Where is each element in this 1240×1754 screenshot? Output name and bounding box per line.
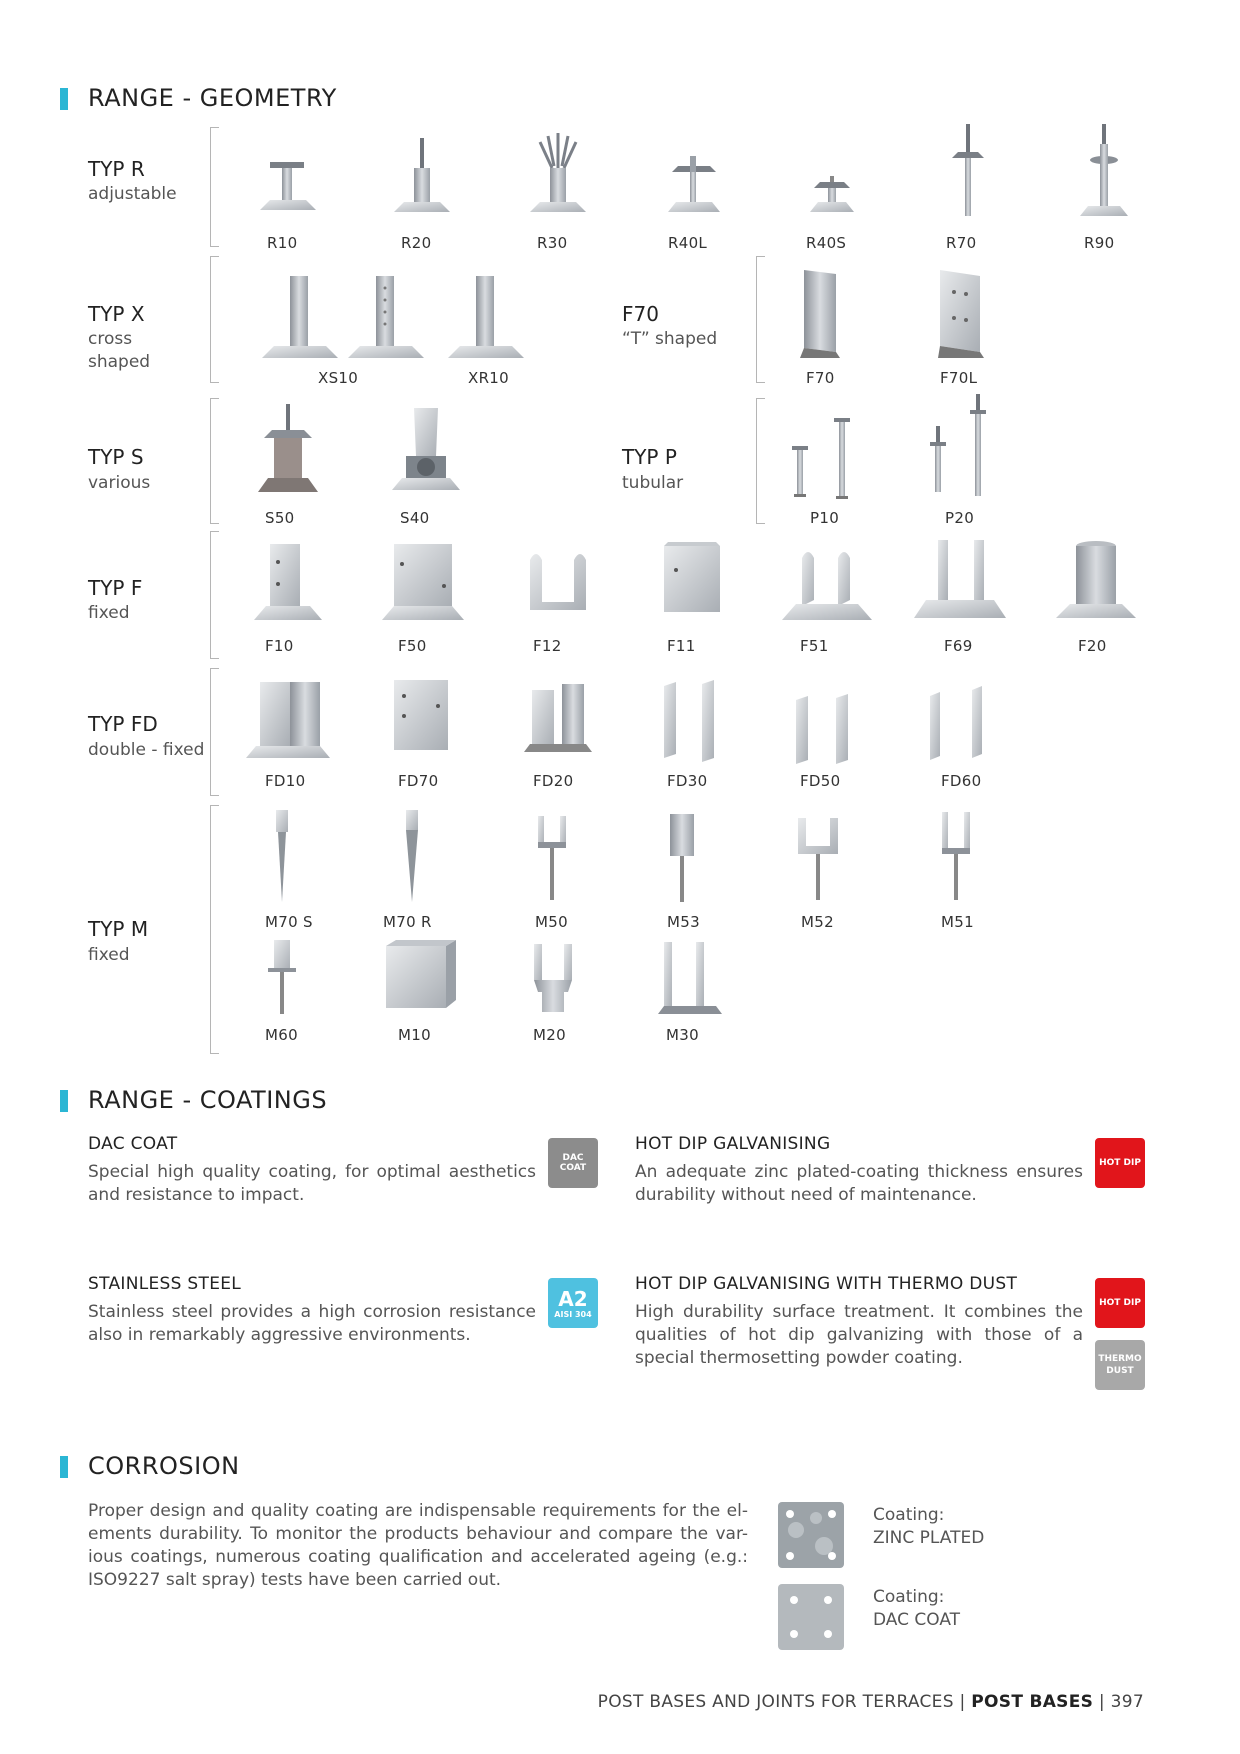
product-label: F70	[806, 369, 835, 387]
sample2-value: DAC COAT	[873, 1610, 961, 1630]
product-label: R40S	[806, 234, 847, 252]
product-label: FD60	[941, 772, 982, 790]
badge-label: HOT DIP	[1099, 1298, 1141, 1308]
section-title-coatings: RANGE - COATINGS	[88, 1086, 328, 1114]
product-label: R30	[537, 234, 568, 252]
typ-s-title: TYP S	[88, 445, 144, 469]
product-label: R90	[1084, 234, 1115, 252]
coating-dac-text: Special high quality coating, for optimal aesthetics and resistance to impact.	[88, 1162, 536, 1205]
post-base-product-image	[502, 938, 602, 1018]
post-base-product-image	[250, 270, 350, 365]
product-label: M70 S	[265, 913, 313, 931]
product-label: M10	[398, 1026, 431, 1044]
coating-hdgt-title: HOT DIP GALVANISING WITH THERMO DUST	[635, 1274, 1018, 1294]
product-label: F10	[265, 637, 294, 655]
post-base-product-image	[910, 540, 1010, 632]
product-label: R20	[401, 234, 432, 252]
post-base-product-image	[370, 938, 470, 1018]
product-label: F51	[800, 637, 829, 655]
product-label: F20	[1078, 637, 1107, 655]
product-label: F12	[533, 637, 562, 655]
product-label: F11	[667, 637, 696, 655]
typ-p-title: TYP P	[622, 445, 677, 469]
hot-dip-badge-icon	[1095, 1138, 1145, 1188]
post-base-product-image	[238, 128, 338, 223]
post-base-product-image	[776, 540, 876, 632]
product-label: P20	[945, 509, 975, 527]
typ-m-title: TYP M	[88, 917, 149, 941]
badge-small: AISI 304	[554, 1309, 592, 1319]
group-bracket	[210, 398, 219, 524]
hot-dip-badge-icon	[1095, 1278, 1145, 1328]
stainless-a2-badge-icon	[548, 1278, 598, 1328]
section-marker	[60, 1090, 68, 1112]
typ-r-sub: adjustable	[88, 184, 177, 204]
post-base-product-image	[632, 806, 732, 906]
dac-coat-badge-icon	[548, 1138, 598, 1188]
post-base-product-image	[376, 404, 476, 500]
product-label: FD50	[800, 772, 841, 790]
product-label: S50	[265, 509, 295, 527]
product-label: F69	[944, 637, 973, 655]
post-base-product-image	[508, 676, 608, 768]
coating-ss-title: STAINLESS STEEL	[88, 1274, 242, 1294]
post-base-product-image	[770, 266, 870, 366]
group-bracket	[756, 256, 765, 383]
coating-ss-text: Stainless steel provides a high corrosion resistance also in remarkably aggressive environments.	[88, 1302, 536, 1345]
product-label: F70L	[940, 369, 978, 387]
section-marker	[60, 1456, 68, 1478]
f70-sub: “T” shaped	[622, 329, 718, 349]
footer-category: POST BASES AND JOINTS FOR TERRACES	[597, 1692, 954, 1712]
post-base-product-image	[238, 676, 338, 768]
post-base-product-image	[238, 540, 338, 632]
post-base-product-image	[336, 270, 436, 365]
footer-section: POST BASES	[971, 1692, 1094, 1712]
section-title-corrosion: CORROSION	[88, 1452, 240, 1480]
post-base-product-image	[638, 938, 738, 1018]
product-label: XS10	[318, 369, 359, 387]
post-base-product-image	[232, 806, 332, 906]
typ-m-sub: fixed	[88, 945, 130, 965]
product-label: M53	[667, 913, 700, 931]
post-base-product-image	[436, 270, 536, 365]
post-base-product-image	[644, 128, 744, 223]
product-label: FD10	[265, 772, 306, 790]
post-base-product-image	[642, 676, 742, 768]
product-label: R10	[267, 234, 298, 252]
product-label: M51	[941, 913, 974, 931]
typ-x-title: TYP X	[88, 302, 145, 326]
post-base-product-image	[362, 806, 462, 906]
badge-label: DAC COAT	[559, 1153, 587, 1173]
section-title-geometry: RANGE - GEOMETRY	[88, 84, 337, 112]
post-base-product-image	[918, 120, 1018, 222]
product-label: FD30	[667, 772, 708, 790]
product-label: M50	[535, 913, 568, 931]
coating-dac-title: DAC COAT	[88, 1134, 178, 1154]
coating-sample-plate	[776, 1500, 846, 1574]
corrosion-text: Proper design and quality coating are indispensable requirements for the el- ements durability. To monitor the products behaviour and compare the var- ious coatings, numerous coating qualification and accelerated ageing (e.g.: ISO9227 salt spray) tests have been carried out.	[88, 1501, 748, 1590]
product-label: XR10	[468, 369, 509, 387]
badge-line1: THERMO	[1098, 1354, 1142, 1364]
thermo-dust-badge-icon	[1095, 1340, 1145, 1390]
group-bracket	[756, 398, 765, 524]
badge-big: A2	[558, 1286, 588, 1311]
group-bracket	[210, 668, 219, 796]
typ-f-sub: fixed	[88, 603, 130, 623]
post-base-product-image	[910, 392, 1010, 500]
group-bracket	[210, 805, 219, 1054]
typ-fd-sub: double - fixed	[88, 740, 205, 760]
typ-x-sub: cross shaped	[88, 329, 151, 372]
post-base-product-image	[232, 938, 332, 1018]
post-base-product-image	[776, 676, 876, 768]
typ-p-sub: tubular	[622, 473, 684, 493]
product-label: M30	[666, 1026, 699, 1044]
product-label: R70	[946, 234, 977, 252]
product-label: M60	[265, 1026, 298, 1044]
post-base-product-image	[372, 128, 472, 223]
post-base-product-image	[372, 540, 472, 632]
post-base-product-image	[906, 806, 1006, 906]
typ-fd-title: TYP FD	[88, 712, 158, 736]
product-label: FD70	[398, 772, 439, 790]
typ-s-sub: various	[88, 473, 151, 493]
f70-title: F70	[622, 302, 659, 326]
post-base-product-image	[508, 128, 608, 223]
sample1-value: ZINC PLATED	[873, 1528, 985, 1548]
product-label: R40L	[668, 234, 708, 252]
coating-sample-plate	[776, 1582, 846, 1656]
product-label: F50	[398, 637, 427, 655]
coating-hdg-text: An adequate zinc plated-coating thickness ensures durability without need of maintenance.	[635, 1162, 1083, 1205]
product-label: S40	[400, 509, 430, 527]
product-label: FD20	[533, 772, 574, 790]
product-label: M52	[801, 913, 834, 931]
post-base-product-image	[768, 806, 868, 906]
group-bracket	[210, 256, 219, 383]
group-bracket	[210, 531, 219, 659]
section-marker	[60, 88, 68, 110]
post-base-product-image	[642, 540, 742, 632]
post-base-product-image	[782, 128, 882, 223]
sample2-label: Coating:	[873, 1587, 945, 1607]
post-base-product-image	[502, 806, 602, 906]
typ-r-title: TYP R	[88, 157, 145, 181]
footer-separator: |	[1098, 1692, 1105, 1712]
post-base-product-image	[1054, 120, 1154, 222]
product-label: M70 R	[383, 913, 432, 931]
post-base-product-image	[508, 540, 608, 632]
page-footer	[598, 1692, 1144, 1712]
footer-separator: |	[959, 1692, 966, 1712]
group-bracket	[210, 127, 219, 247]
post-base-product-image	[912, 266, 1012, 366]
coating-hdg-title: HOT DIP GALVANISING	[635, 1134, 831, 1154]
badge-line2: DUST	[1106, 1366, 1134, 1376]
sample1-label: Coating:	[873, 1505, 945, 1525]
badge-label: HOT DIP	[1099, 1158, 1141, 1168]
post-base-product-image	[770, 400, 870, 500]
product-label: P10	[810, 509, 840, 527]
post-base-product-image	[1046, 540, 1146, 632]
product-label: M20	[533, 1026, 566, 1044]
coating-hdgt-text: High durability surface treatment. It combines the qualities of hot dip galvanizing with those of a special thermosetting powder coating.	[635, 1302, 1083, 1368]
typ-f-title: TYP F	[88, 576, 143, 600]
post-base-product-image	[910, 676, 1010, 768]
post-base-product-image	[372, 676, 472, 768]
page-number: 397	[1110, 1692, 1144, 1712]
post-base-product-image	[238, 404, 338, 500]
